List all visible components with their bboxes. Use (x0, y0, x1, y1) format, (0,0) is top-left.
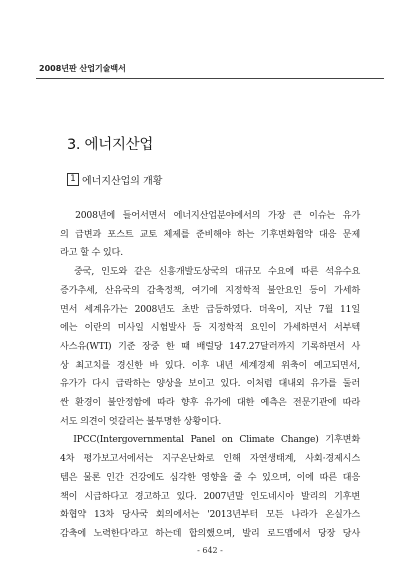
subsection-heading-label: 에너지산업의 개황 (82, 176, 163, 187)
body-line: 상 최고치를 경신한 바 있다. 이후 내년 세계경제 위축이 예고되면서, (60, 359, 360, 371)
body-line: 라고 할 수 있다. (60, 247, 123, 259)
subsection-heading (67, 172, 162, 187)
body-line: 템은 물론 인간 건강에도 심각한 영향을 줄 수 있으며, 이에 따른 대응 (60, 471, 360, 483)
body-line: 의 급변과 포스트 교토 체제를 준비해야 하는 기후변화협약 대응 문제 (60, 228, 360, 240)
body-line: 유가가 다시 급락하는 양상을 보이고 있다. 이처럼 대내외 유가를 둘러 (60, 378, 360, 390)
body-line: 증가추세, 산유국의 감축정책, 여기에 지정학적 불안요인 등이 가세하 (60, 284, 360, 296)
section-heading: 3. 에너지산업 (67, 137, 154, 153)
page-number: - 642 - (197, 546, 223, 555)
body-line: 면서 세계유가는 2008년도 초반 급등하였다. 더욱이, 지난 7월 11일 (60, 303, 360, 315)
body-line: 책이 시급하다고 경고하고 있다. 2007년말 인도네시아 발리의 기후변 (60, 490, 360, 502)
body-line: 화협약 13차 당사국 회의에서는 '2013년부터 모든 나라가 온실가스 (60, 509, 360, 521)
body-line: 에는 이란의 미사일 시험발사 등 지정학적 요인이 가세하면서 서부텍 (60, 322, 360, 334)
body-line: 사스유(WTI) 기준 장중 한 때 배럴당 147.27달러까지 기록하면서 사 (60, 340, 360, 352)
body-line: 4차 평가보고서에서는 지구온난화로 인해 자연생태계, 사회·경제시스 (60, 453, 360, 465)
body-line: 싼 환경이 불안정함에 따라 향후 유가에 대한 예측은 전문기관에 따라 (60, 397, 360, 409)
body-line: 서도 의견이 엇갈리는 불투명한 상황이다. (60, 415, 222, 427)
header-divider (36, 78, 384, 79)
body-line: 중국, 인도와 같은 신흥개발도상국의 대규모 수요에 따른 석유수요 (60, 266, 360, 278)
body-text (60, 207, 360, 544)
running-header-title: 2008년판 산업기술백서 (39, 64, 126, 73)
subsection-number-box: 1 (67, 173, 79, 186)
body-line: 감축에 노력한다'라고 하는데 합의했으며, 발리 로드맵에서 당장 당사 (60, 527, 360, 539)
body-line: IPCC(Intergovernmental Panel on Climate Change) 기후변화 (60, 434, 360, 446)
body-line: 2008년에 들어서면서 에너지산업분야에서의 가장 큰 이슈는 유가 (60, 210, 360, 221)
